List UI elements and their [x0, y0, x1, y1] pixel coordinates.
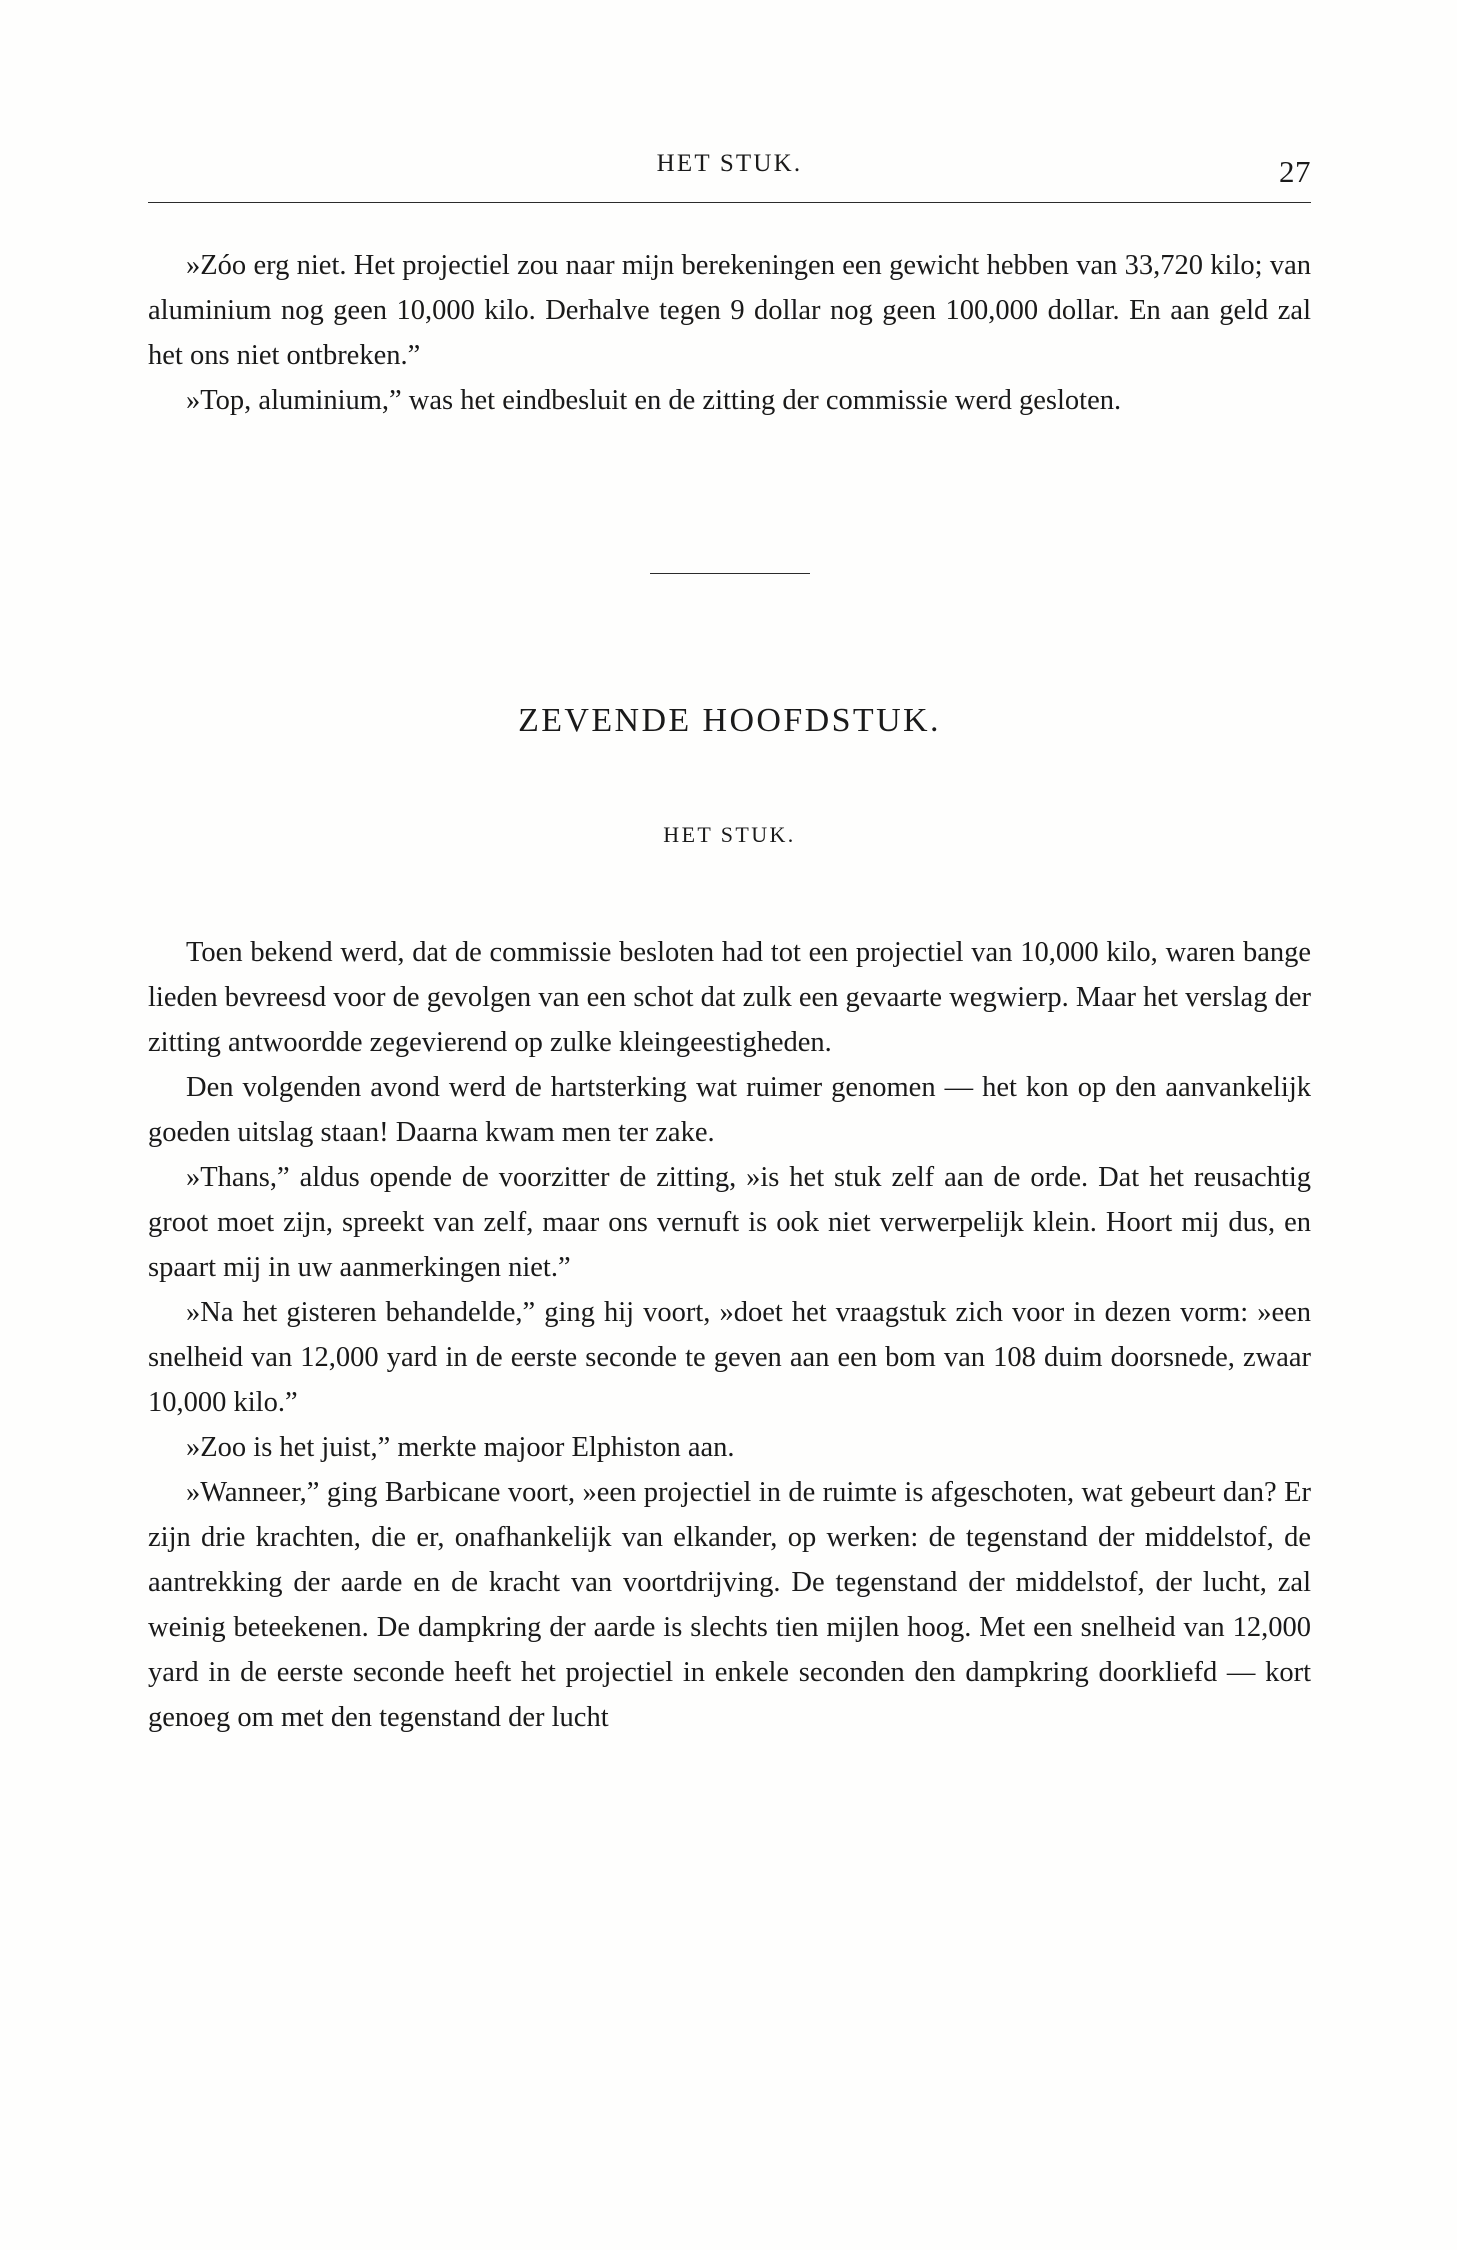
running-head — [148, 150, 1311, 192]
paragraph-body-1: Toen bekend werd, dat de commissie besloten had tot een projectiel van 10,000 kilo, waren bange lieden bevreesd voor de gevolgen van een schot dat zulk een gevaarte wegwierp. Maar het verslag der zitting antwoordde zegevierend op zulke kleingeestigheden. — [148, 937, 1311, 1058]
paragraph-body-6: »Wanneer,” ging Barbicane voort, »een projectiel in de ruimte is afgeschoten, wat gebeurt dan? Er zijn drie krachten, die er, onafhankelijk van elkander, op werken: de tegenstand der middelstof, de aantrekking der aarde en de kracht van voortdrijving. De tegenstand der middelstof, der lucht, zal weinig beteekenen. De dampkring der aarde is slechts tien mijlen hoog. Met een snelheid van 12,000 yard in de eerste seconde heeft het projectiel in enkele seconden den dampkring doorkliefd — kort genoeg om met den tegenstand der lucht — [148, 1477, 1311, 1733]
paragraph-body-4: »Na het gisteren behandelde,” ging hij voort, »doet het vraagstuk zich voor in dezen vorm: »een snelheid van 12,000 yard in de eerste seconde te geven aan een bom van 108 duim doorsnede, zwaar 10,000 kilo.” — [148, 1297, 1311, 1418]
chapter-body — [148, 930, 1311, 1740]
running-head-title: HET STUK. — [656, 150, 803, 177]
chapter-subtitle: HET STUK. — [663, 822, 796, 847]
paragraph-top-1: »Zóo erg niet. Het projectiel zou naar mijn berekeningen een gewicht hebben van 33,720 kilo; van aluminium nog geen 10,000 kilo. Derhalve tegen 9 dollar nog geen 100,000 dollar. En aan geld zal het ons niet ontbreken.” — [148, 250, 1311, 371]
paragraph-body-2: Den volgenden avond werd de hartsterking wat ruimer genomen — het kon op den aanvankelijk goeden uitslag staan! Daarna kwam men ter zake. — [148, 1072, 1311, 1148]
chapter-title: ZEVENDE HOOFDSTUK. — [518, 702, 941, 739]
page-content — [148, 150, 1311, 1740]
page-number: 27 — [1279, 154, 1311, 189]
paragraph-top-2: »Top, aluminium,” was het eindbesluit en de zitting der commissie werd gesloten. — [186, 385, 1122, 416]
paragraph-body-5: »Zoo is het juist,” merkte majoor Elphiston aan. — [186, 1432, 735, 1463]
section-divider — [148, 573, 1311, 574]
paragraph-body-3: »Thans,” aldus opende de voorzitter de zitting, »is het stuk zelf aan de orde. Dat het reusachtig groot moet zijn, spreekt van zelf, maar ons vernuft is ook niet verwerpelijk klein. Hoort mij dus, en spaart mij in uw aanmerkingen niet.” — [148, 1162, 1311, 1283]
divider-line — [650, 573, 810, 574]
header-rule — [148, 202, 1311, 203]
